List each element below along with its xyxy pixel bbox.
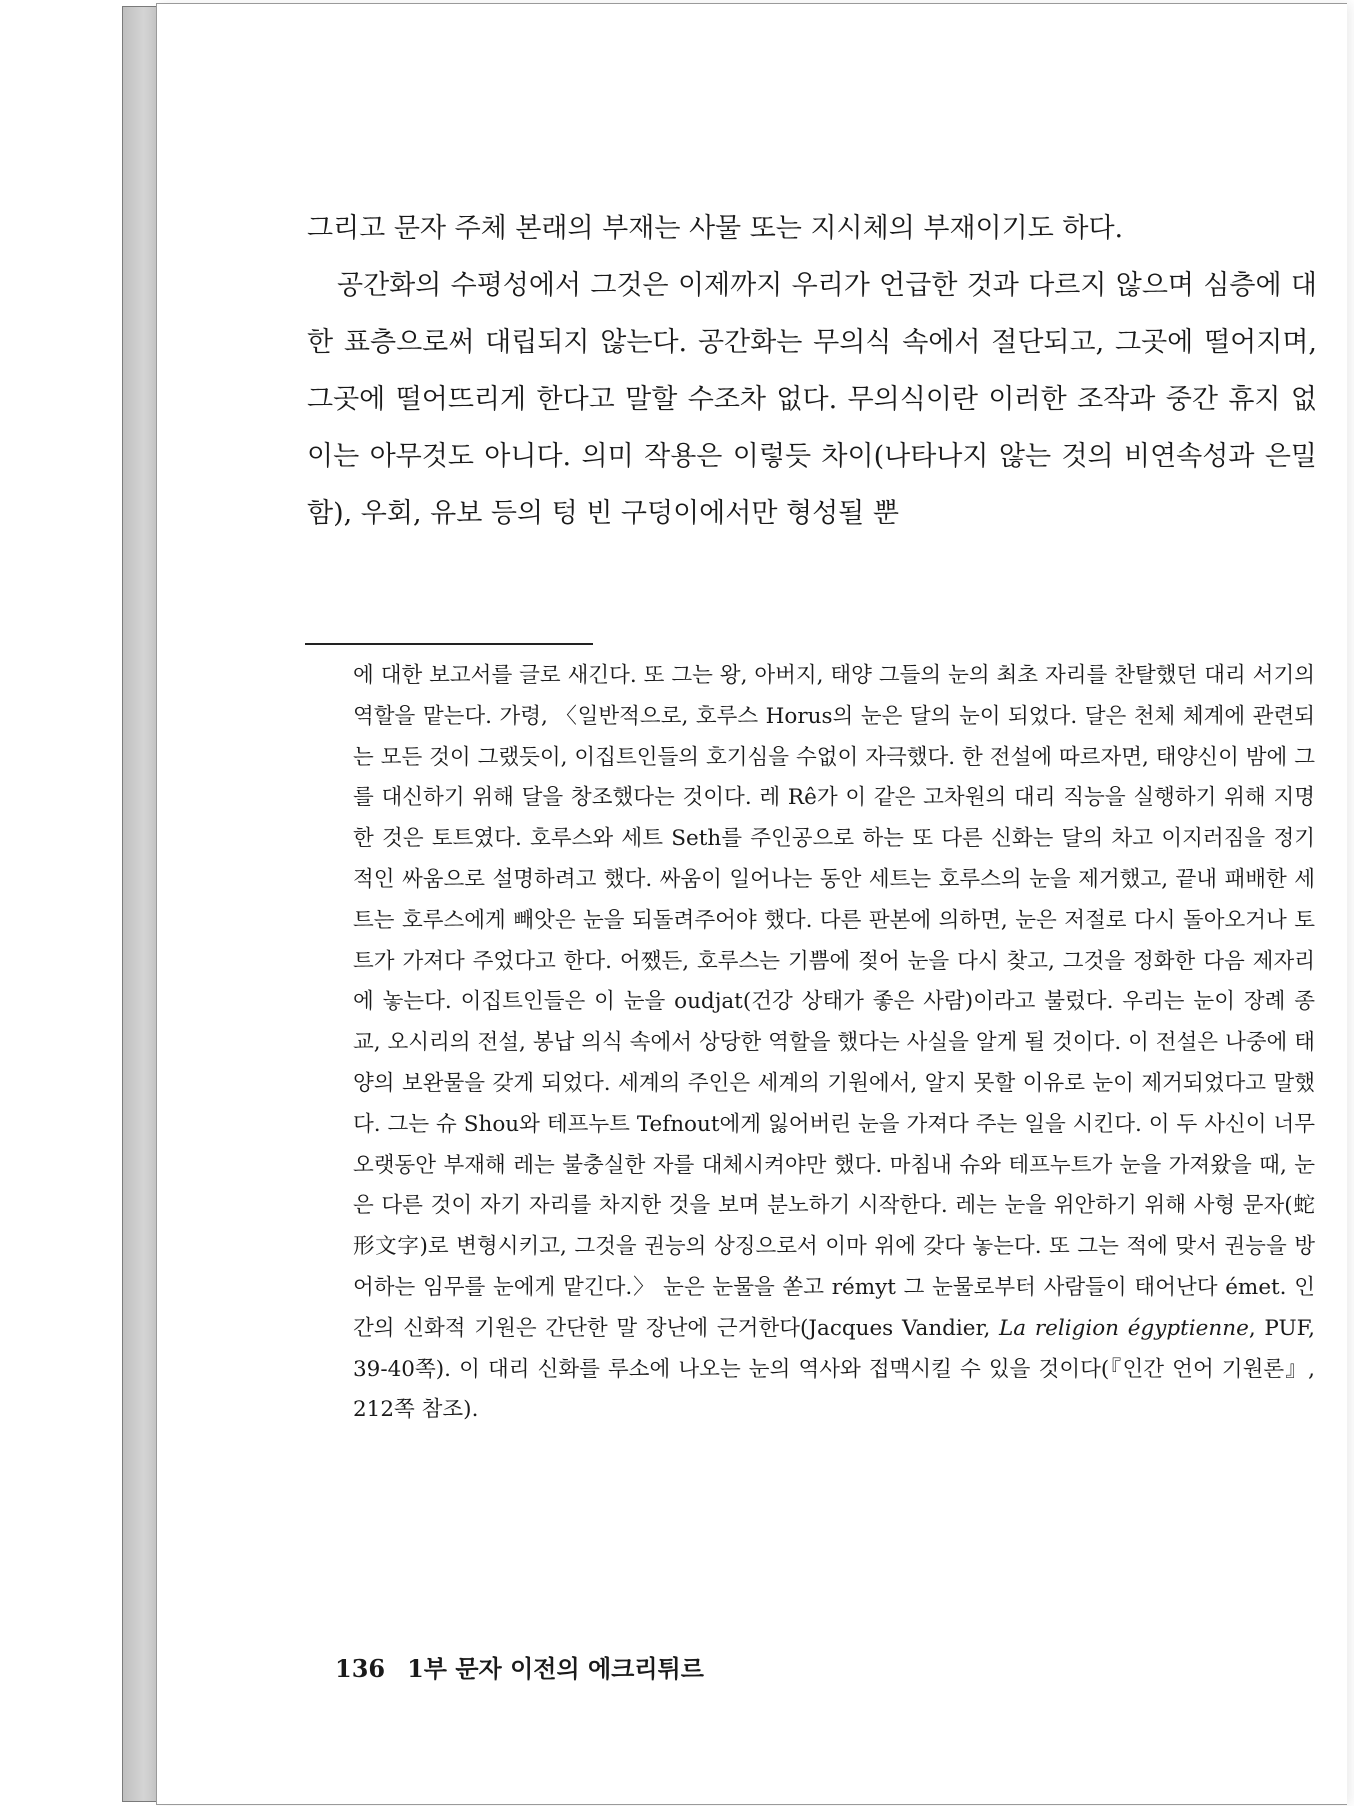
book-page <box>156 3 1347 1805</box>
main-text <box>307 200 1317 542</box>
page-number: 136 <box>335 1654 386 1683</box>
book-spine <box>122 6 158 1802</box>
paragraph: 그리고 문자 주체 본래의 부재는 사물 또는 지시체의 부재이기도 하다. <box>307 213 1124 244</box>
page-footer <box>335 1649 704 1684</box>
footnote <box>353 656 1315 1431</box>
paragraph: 공간화의 수평성에서 그것은 이제까지 우리가 언급한 것과 다르지 않으며 심층에 대한 표층으로써 대립되지 않는다. 공간화는 무의식 속에서 절단되고, 그곳에 떨어지며, 그곳에 떨어뜨리게 한다고 말할 수조차 없다. 무의식이란 이러한 조작과 중간 휴지 없이는 아무것도 아니다. 의미 작용은 이렇듯 차이(나타나지 않는 것의 비연속성과 은밀함), 우회, 유보 등의 텅 빈 구덩이에서만 형성될 뿐 <box>307 270 1317 529</box>
running-head: 1부 문자 이전의 에크리튀르 <box>407 1654 704 1683</box>
footnote-book-title: La religion égyptienne <box>999 1315 1249 1341</box>
footnote-divider <box>305 643 593 645</box>
footnote-text: 에 대한 보고서를 글로 새긴다. 또 그는 왕, 아버지, 태양 그들의 눈의 최초 자리를 찬탈했던 대리 서기의 역할을 맡는다. 가령, 〈일반적으로, 호루스 Horus의 눈은 달의 눈이 되었다. 달은 천체 체계에 관련되는 모든 것이 그랬듯이, 이집트인들의 호기심을 수없이 자극했다. 한 전설에 따르자면, 태양신이 밤에 그를 대신하기 위해 달을 창조했다는 것이다. 레 Rê가 이 같은 고차원의 대리 직능을 실행하기 위해 지명한 것은 토트였다. 호루스와 세트 Seth를 주인공으로 하는 또 다른 신화는 달의 차고 이지러짐을 정기적인 싸움으로 설명하려고 했다. 싸움이 일어나는 동안 세트는 호루스의 눈을 제거했고, 끝내 패배한 세트는 호루스에게 빼앗은 눈을 되돌려주어야 했다. 다른 판본에 의하면, 눈은 저절로 다시 돌아오거나 토트가 가져다 주었다고 한다. 어쨌든, 호루스는 기쁨에 젖어 눈을 다시 찾고, 그것을 정화한 다음 제자리에 놓는다. 이집트인들은 이 눈을 oudjat(건강 상태가 좋은 사람)이라고 불렀다. 우리는 눈이 장례 종교, 오시리의 전설, 봉납 의식 속에서 상당한 역할을 했다는 사실을 알게 될 것이다. 이 전설은 나중에 태양의 보완물을 갖게 되었다. 세계의 주인은 세계의 기원에서, 알지 못할 이유로 눈이 제거되었다고 말했다. 그는 슈 Shou와 테프누트 Tefnout에게 잃어버린 눈을 가져다 주는 일을 시킨다. 이 두 사신이 너무 오랫동안 부재해 레는 불충실한 자를 대체시켜야만 했다. 마침내 슈와 테프누트가 눈을 가져왔을 때, 눈은 다른 것이 자기 자리를 차지한 것을 보며 분노하기 시작한다. 레는 눈을 위안하기 위해 사형 문자(蛇形文字)로 변형시키고, 그것을 권능의 상징으로서 이마 위에 갖다 놓는다. 또 그는 적에 맞서 권능을 방어하는 임무를 눈에게 맡긴다.〉 눈은 눈물을 쏟고 rémyt 그 눈물로부터 사람들이 태어난다 émet. 인간의 신화적 기원은 간단한 말 장난에 근거한다(Jacques Vandier, <box>353 663 1315 1341</box>
footnote-text-end: , PUF, 39-40쪽). 이 대리 신화를 루소에 나오는 눈의 역사와 접맥시킬 수 있을 것이다(『인간 언어 기원론』, 212쪽 참조). <box>353 1315 1315 1423</box>
